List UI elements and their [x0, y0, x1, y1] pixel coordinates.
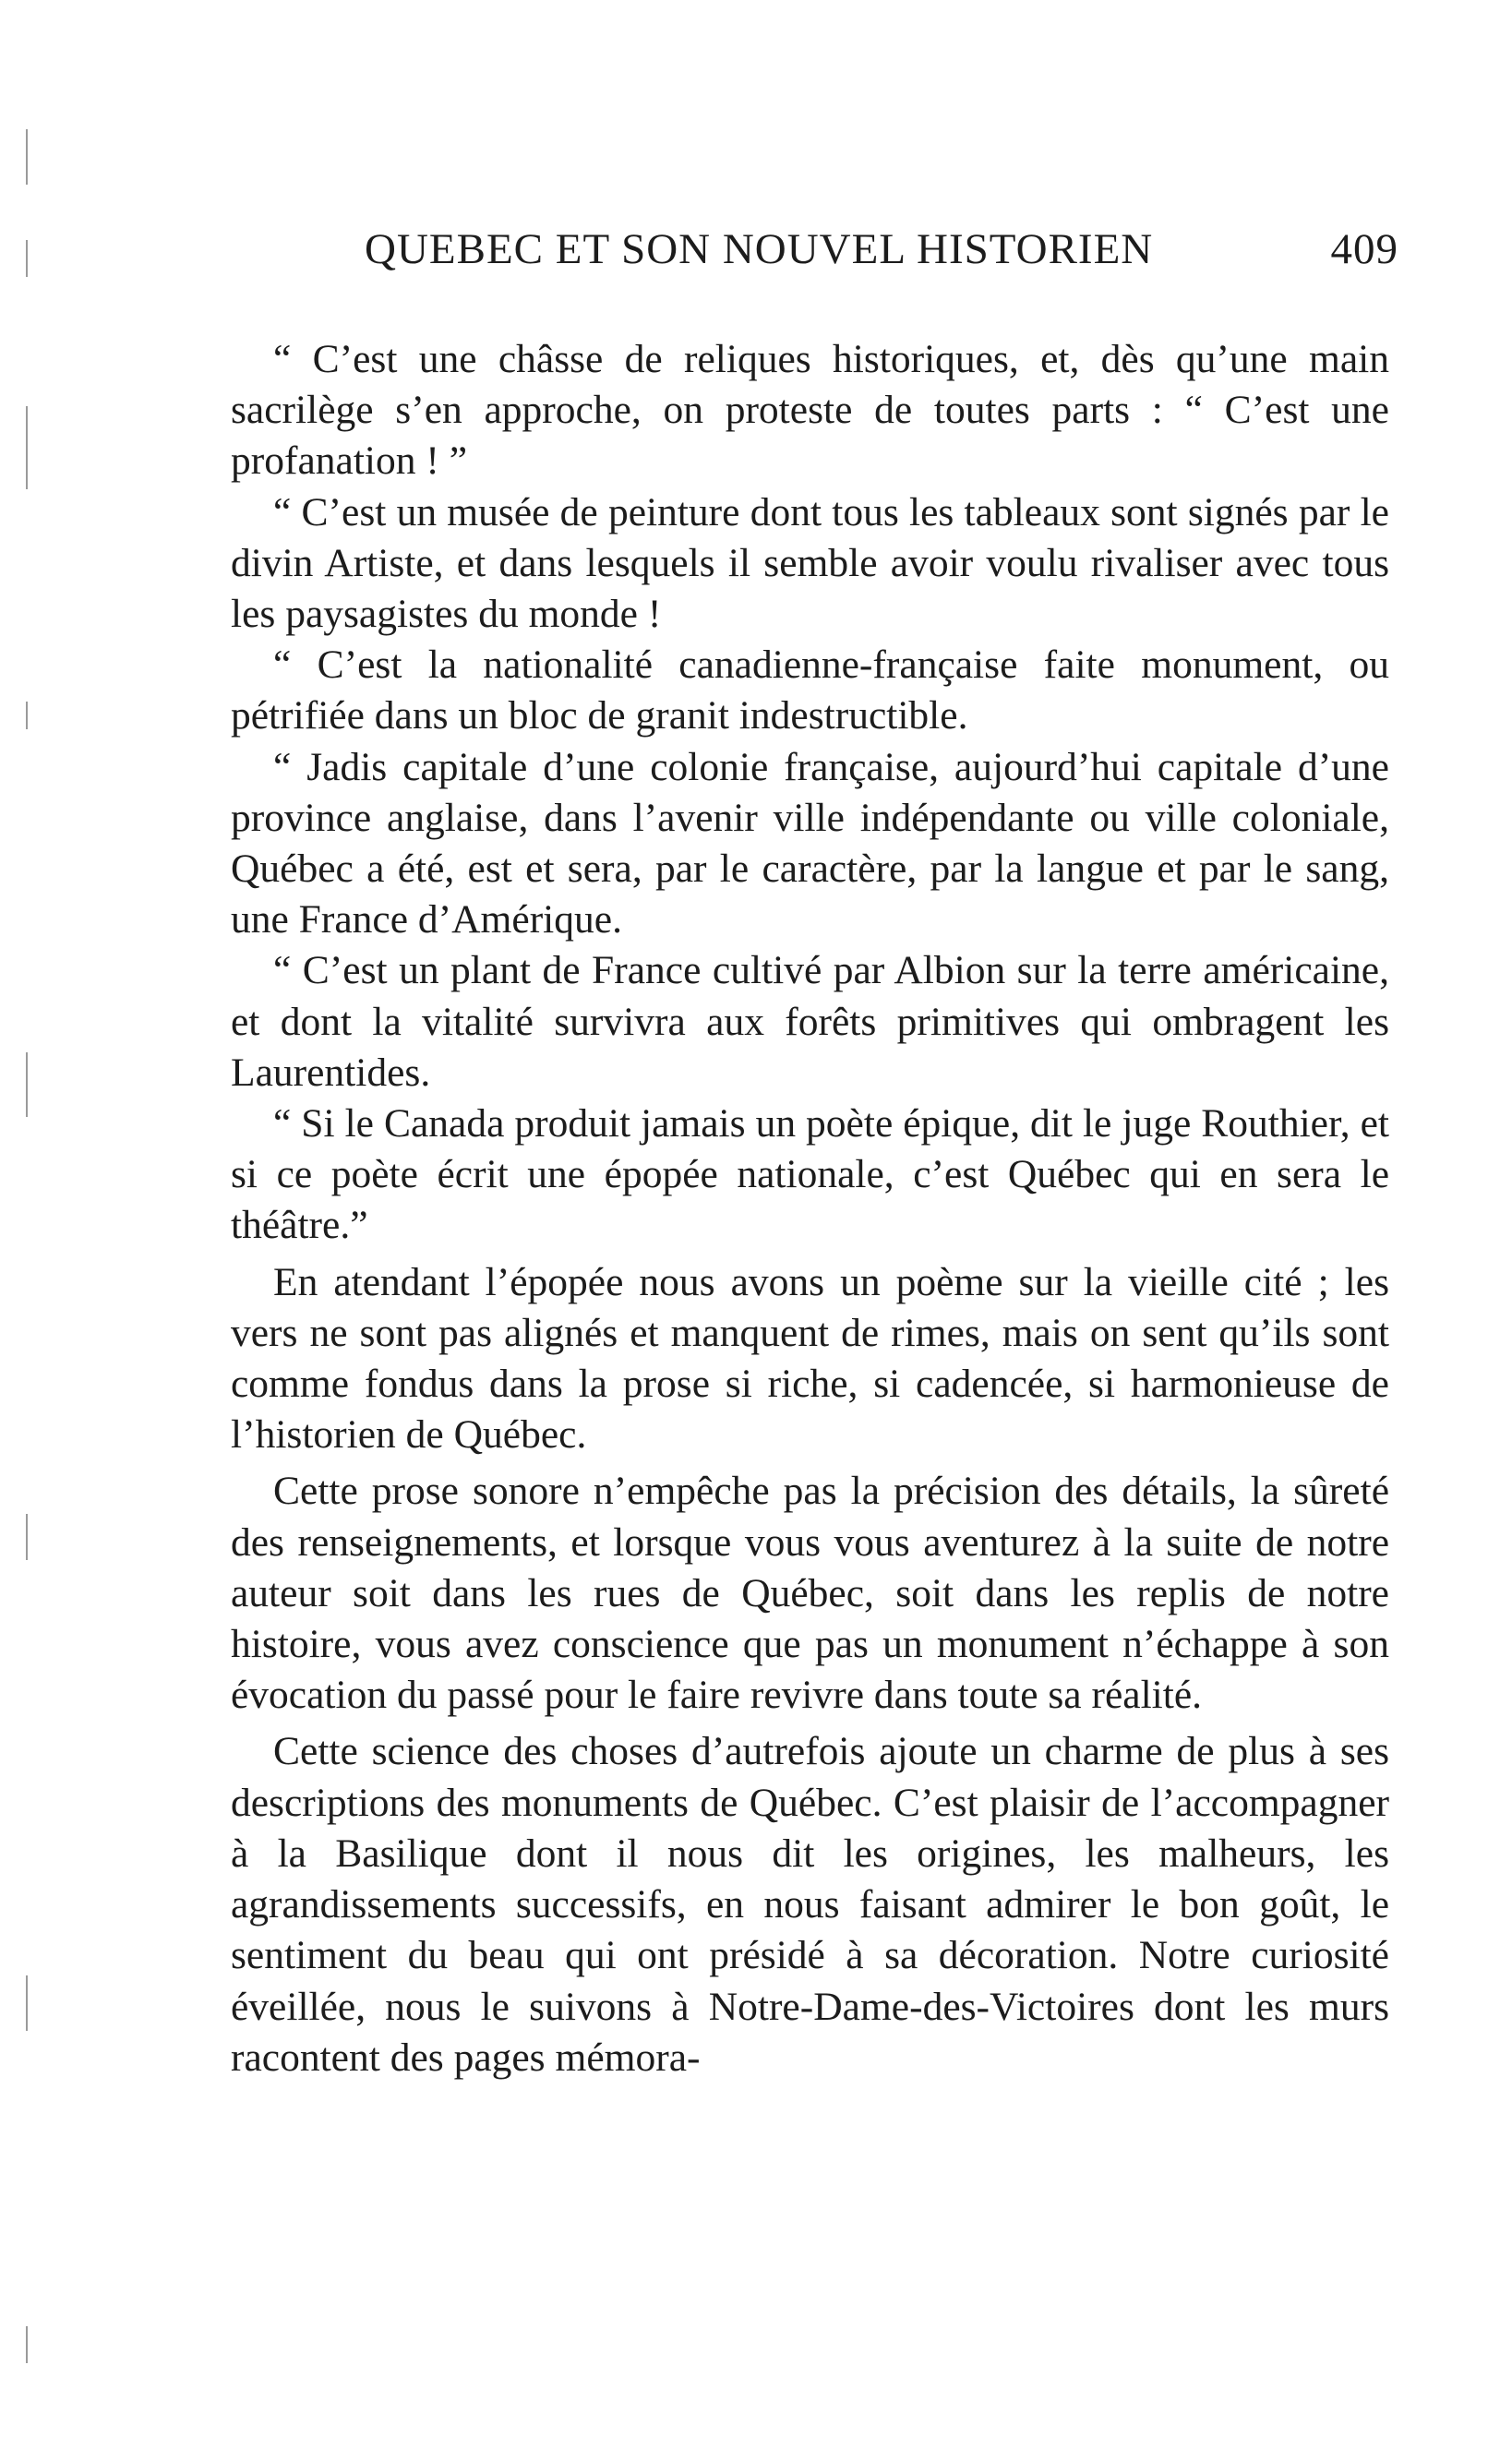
paragraph: En atendant l’épopée nous avons un poème sur la vieille cité ; les vers ne sont pas alignés et manquent de rimes, mais on sent qu’ils sont comme fondus dans la prose si riche, si cadencée, si harmonieuse de l’historien de Québec.: [231, 1259, 1389, 1458]
scan-margin-artifacts: [26, 129, 63, 2437]
paragraph: “ Jadis capitale d’une colonie française, aujourd’hui capitale d’une province anglaise, dans l’avenir ville indépendante ou ville coloniale, Québec a été, est et sera, par le caractère, par la langue et par le sang, une France d’Amérique.: [231, 744, 1389, 942]
page-number: 409: [1330, 225, 1398, 273]
paragraph: “ C’est un musée de peinture dont tous les tableaux sont signés par le divin Artiste, et dans lesquels il semble avoir voulu rivaliser avec tous les paysagistes du monde !: [231, 489, 1389, 637]
body-text: [231, 334, 1389, 2083]
paragraph: “ C’est un plant de France cultivé par Albion sur la terre américaine, et dont la vitalité survivra aux forêts primitives qui ombragent les Laurentides.: [231, 948, 1389, 1095]
paragraph: “ C’est la nationalité canadienne-française faite monument, ou pétrifiée dans un bloc de granit indestructible.: [231, 642, 1389, 738]
paragraph: Cette prose sonore n’empêche pas la précision des détails, la sûreté des renseignements, et lorsque vous vous aventurez à la suite de notre auteur soit dans les rues de Québec, soit dans les replis de notre histoire, vous avez conscience que pas un monument n’échappe à son évocation du passé pour le faire revivre dans toute sa réalité.: [231, 1469, 1389, 1718]
page-header: [365, 224, 1398, 289]
paragraph: “ C’est une châsse de reliques historiques, et, dès qu’une main sacrilège s’en approche, on proteste de toutes parts : “ C’est une profanation ! ”: [231, 337, 1389, 484]
paragraph: Cette science des choses d’autrefois ajoute un charme de plus à ses descriptions des monuments de Québec. C’est plaisir de l’accompagner à la Basilique dont il nous dit les origines, les malheurs, les agrandissements successifs, en nous faisant admirer le bon goût, le sentiment du beau qui ont présidé à sa décoration. Notre curiosité éveillée, nous le suivons à Notre-Dame-des-Victoires dont les murs racontent des pages mémora-: [231, 1729, 1389, 2080]
paragraph: “ Si le Canada produit jamais un poète épique, dit le juge Routhier, et si ce poète écrit une épopée nationale, c’est Québec qui en sera le théâtre.”: [231, 1101, 1389, 1248]
running-title: QUEBEC ET SON NOUVEL HISTORIEN: [365, 225, 1154, 273]
